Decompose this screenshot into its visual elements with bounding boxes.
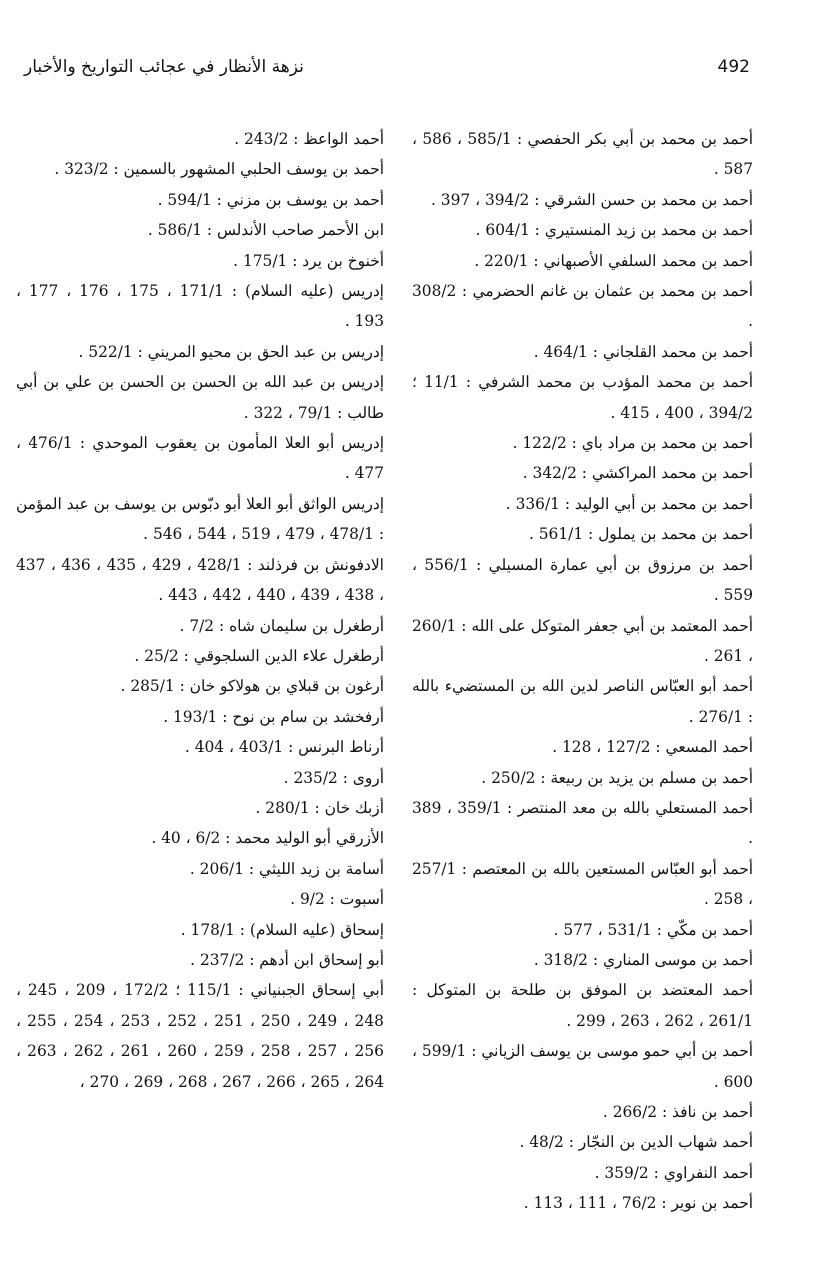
index-entry: أرفخشد بن سام بن نوح : 193/1 .: [163, 707, 384, 726]
index-entry: أروى : 235/2 .: [283, 768, 384, 787]
index-entry: أحمد بن مسلم بن يزيد بن ربيعة : 250/2 .: [481, 768, 753, 787]
index-entry: ابن الأحمر صاحب الأندلس : 586/1 .: [147, 221, 384, 240]
index-entry: أرطغرل علاء الدين السلجوقي : 25/2 .: [134, 646, 384, 665]
index-entry: أرناط البرنس : 403/1 ، 404 .: [184, 738, 384, 757]
index-entry: أحمد أبو العبّاس المستعين بالله بن المعتصم : 257/1 ، 258 .: [412, 859, 753, 909]
index-entry: إدريس الواثق أبو العلا أبو دبّوس بن يوسف بن عبد المؤمن : 478/1 ، 479 ، 519 ، 544 ، 546 .: [16, 494, 384, 544]
index-entry: أحمد بن محمد بن أبي بكر الحفصي : 585/1 ، 586 ، 587 .: [412, 130, 753, 179]
index-entry: أحمد المعتضد بن الموفق بن طلحة بن المتوكل : 261/1 ، 262 ، 263 ، 299 .: [412, 981, 753, 1030]
index-entry: أسبوت : 9/2 .: [290, 890, 384, 909]
index-entry: أحمد بن نوير : 76/2 ، 111 ، 113 .: [523, 1194, 753, 1213]
index-column-left: [16, 124, 384, 1097]
index-entry: أخنوخ بن يرد : 175/1 .: [233, 251, 384, 270]
index-entry: أحمد بن نافذ : 266/2 .: [602, 1103, 753, 1121]
index-entry: الأزرقي أبو الوليد محمد : 6/2 ، 40 .: [151, 829, 384, 848]
index-entry: إدريس (عليه السلام) : 171/1 ، 175 ، 176 ، 177 ، 193 .: [16, 282, 384, 331]
index-entry: أحمد بن محمد القلجاني : 464/1 .: [533, 342, 753, 361]
index-entry: أحمد بن محمد المراكشي : 342/2 .: [522, 464, 753, 483]
index-entry: إدريس بن عبد الله بن الحسن بن الحسن بن علي بن أبي طالب : 79/1 ، 322 .: [16, 373, 384, 422]
index-entry: أحمد بن محمد بن يملول : 561/1 .: [528, 525, 753, 544]
index-entry: أحمد بن مكّي : 531/1 ، 577 .: [553, 920, 753, 939]
index-entry: أحمد المعتمد بن أبي جعفر المتوكل على الله : 260/1 ، 261 .: [412, 616, 753, 665]
index-entry: أحمد أبو العبّاس الناصر لدين الله بن المستضيء بالله : 276/1 .: [412, 677, 753, 726]
index-entry: أحمد بن يوسف بن مزني : 594/1 .: [157, 190, 384, 209]
index-entry: أحمد المستعلي بالله بن معد المنتصر : 359/1 ، 389 .: [412, 798, 753, 848]
index-entry: أحمد بن محمد بن حسن الشرقي : 394/2 ، 397 .: [431, 190, 753, 209]
page-header: [0, 52, 836, 86]
page-number: 492: [717, 57, 750, 77]
index-entry: أحمد الواعظ : 243/2 .: [234, 130, 384, 148]
index-entry: أرطغرل بن سليمان شاه : 7/2 .: [179, 616, 384, 635]
index-entry: إدريس بن عبد الحق بن محيو المريني : 522/1 .: [78, 342, 384, 361]
index-entry: أبي إسحاق الجبنياني : 115/1 ؛ 172/2 ، 209 ، 245 ، 248 ، 249 ، 250 ، 251 ، 252 ، 253 ، 254 ، 255 ، 256 ، 257 ، 258 ، 259 ، 260 ، 261 ، 262 ، 263 ، 264 ، 265 ، 266 ، 267 ، 268 ، 269 ، 270 ،: [16, 981, 384, 1091]
index-entry: أحمد بن محمد بن مراد باي : 122/2 .: [512, 434, 753, 453]
index-entry: أحمد النفراوي : 359/2 .: [594, 1163, 753, 1182]
index-entry: إسحاق (عليه السلام) : 178/1 .: [180, 920, 384, 939]
index-entry: أحمد بن محمد بن زيد المنستيري : 604/1 .: [475, 221, 753, 240]
index-entry: أزبك خان : 280/1 .: [255, 798, 384, 817]
index-entry: إدريس أبو العلا المأمون بن يعقوب الموحدي : 476/1 ، 477 .: [16, 434, 384, 483]
index-entry: أسامة بن زيد الليثي : 206/1 .: [189, 859, 384, 878]
index-entry: أحمد بن محمد المؤدب بن محمد الشرفي : 11/1 ؛ 394/2 ، 400 ، 415 .: [412, 373, 753, 422]
index-column-right: [412, 124, 753, 1219]
index-entry: الادفونش بن فرذلند : 428/1 ، 429 ، 435 ، 436 ، 437 ، 438 ، 439 ، 440 ، 442 ، 443 .: [16, 555, 384, 605]
index-entry: أحمد بن يوسف الحلبي المشهور بالسمين : 323/2 .: [54, 160, 384, 179]
index-entry: أحمد بن محمد بن أبي الوليد : 336/1 .: [505, 494, 753, 513]
index-entry: أحمد بن محمد السلفي الأصبهاني : 220/1 .: [474, 251, 753, 270]
index-entry: أحمد المسعي : 127/2 ، 128 .: [552, 738, 753, 757]
running-title: نزهة الأنظار في عجائب التواريخ والأخبار: [24, 57, 304, 77]
index-entry: أحمد بن موسى المناري : 318/2 .: [533, 950, 753, 969]
index-entry: أبو إسحاق ابن أدهم : 237/2 .: [190, 950, 384, 969]
index-entry: أرغون بن قبلاي بن هولاكو خان : 285/1 .: [120, 677, 384, 696]
index-entry: أحمد بن محمد بن عثمان بن غانم الحضرمي : 308/2 .: [412, 282, 753, 331]
index-entry: أحمد بن أبي حمو موسى بن يوسف الزياني : 599/1 ، 600 .: [412, 1042, 753, 1091]
index-entry: أحمد شهاب الدين بن النجّار : 48/2 .: [519, 1133, 753, 1152]
index-entry: أحمد بن مرزوق بن أبي عمارة المسيلي : 556/1 ، 559 .: [412, 555, 753, 605]
